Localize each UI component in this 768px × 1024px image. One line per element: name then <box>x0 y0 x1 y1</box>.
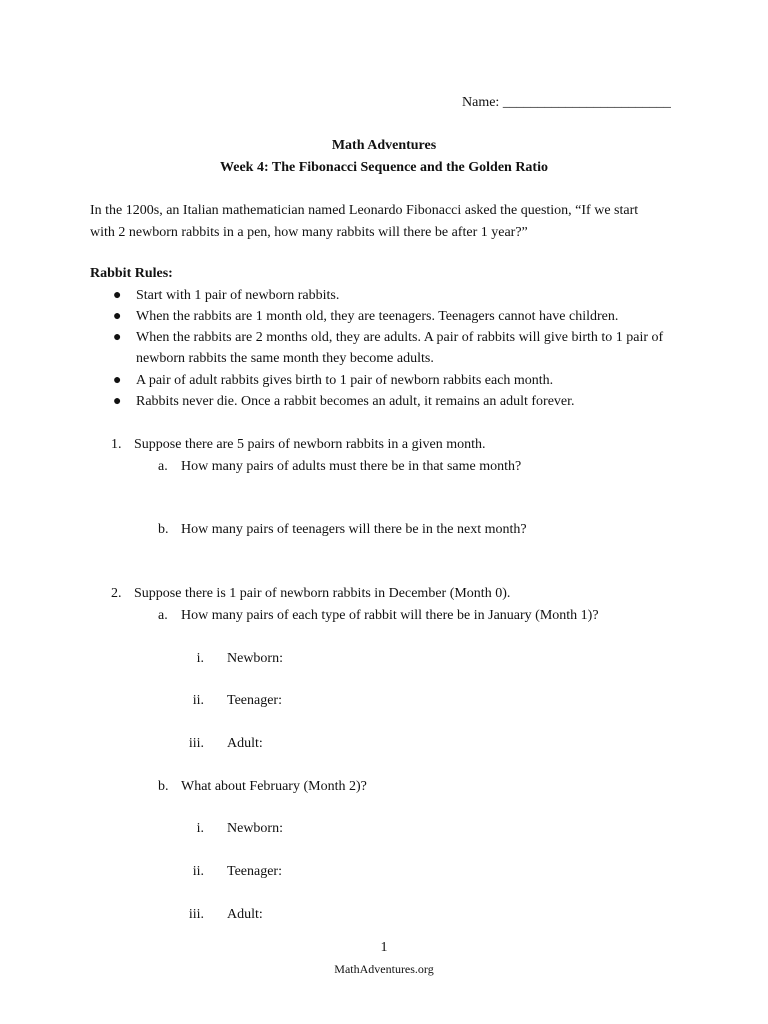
question-2b-item-iii-numeral: iii. <box>188 907 204 922</box>
question-2a-item-i-numeral: i. <box>196 651 204 666</box>
intro-paragraph-line-2: with 2 newborn rabbits in a pen, how many rabbits will there be after 1 year?” <box>90 225 528 240</box>
question-2a-adult-label: Adult: <box>227 736 263 751</box>
bullet-icon: ● <box>113 330 122 345</box>
question-2b-adult-label: Adult: <box>227 907 263 922</box>
question-2-text: Suppose there is 1 pair of newborn rabbits in December (Month 0). <box>134 586 511 601</box>
question-2b-label: b. <box>158 779 169 794</box>
question-2b-newborn-label: Newborn: <box>227 821 283 836</box>
question-1-number: 1. <box>111 437 122 452</box>
name-field[interactable]: Name: ________________________ <box>462 95 671 110</box>
question-1b-text: How many pairs of teenagers will there be in the next month? <box>181 522 527 537</box>
footer-site-link[interactable]: MathAdventures.org <box>334 962 434 976</box>
question-2a-item-iii-numeral: iii. <box>188 736 204 751</box>
document-title: Math Adventures <box>331 138 437 153</box>
bullet-icon: ● <box>113 394 122 409</box>
rule-item-5: Rabbits never die. Once a rabbit becomes an adult, it remains an adult forever. <box>136 394 575 409</box>
question-2b-item-ii-numeral: ii. <box>192 864 204 879</box>
rules-heading: Rabbit Rules: <box>90 266 173 281</box>
question-2a-newborn-label: Newborn: <box>227 651 283 666</box>
question-1a-label: a. <box>158 459 168 474</box>
question-1a-text: How many pairs of adults must there be in that same month? <box>181 459 522 474</box>
question-2b-teenager-label: Teenager: <box>227 864 282 879</box>
rule-item-4: A pair of adult rabbits gives birth to 1 pair of newborn rabbits each month. <box>136 373 554 388</box>
bullet-icon: ● <box>113 373 122 388</box>
rule-item-3-line-2: newborn rabbits the same month they become adults. <box>136 351 434 366</box>
rule-item-1: Start with 1 pair of newborn rabbits. <box>136 288 340 303</box>
question-2b-text: What about February (Month 2)? <box>181 779 367 794</box>
question-1-text: Suppose there are 5 pairs of newborn rabbits in a given month. <box>134 437 486 452</box>
rule-item-2: When the rabbits are 1 month old, they are teenagers. Teenagers cannot have children. <box>136 309 619 324</box>
document-subtitle: Week 4: The Fibonacci Sequence and the Golden Ratio <box>220 160 548 175</box>
page-number: 1 <box>380 940 388 955</box>
question-2-number: 2. <box>111 586 122 601</box>
question-2a-teenager-label: Teenager: <box>227 693 282 708</box>
question-2a-item-ii-numeral: ii. <box>192 693 204 708</box>
intro-paragraph-line-1: In the 1200s, an Italian mathematician named Leonardo Fibonacci asked the question, “If we start <box>90 203 639 218</box>
question-1b-label: b. <box>158 522 169 537</box>
rule-item-3-line-1: When the rabbits are 2 months old, they are adults. A pair of rabbits will give birth to 1 pair of <box>136 330 664 345</box>
question-2a-text: How many pairs of each type of rabbit will there be in January (Month 1)? <box>181 608 599 623</box>
bullet-icon: ● <box>113 309 122 324</box>
bullet-icon: ● <box>113 288 122 303</box>
question-2a-label: a. <box>158 608 168 623</box>
question-2b-item-i-numeral: i. <box>196 821 204 836</box>
